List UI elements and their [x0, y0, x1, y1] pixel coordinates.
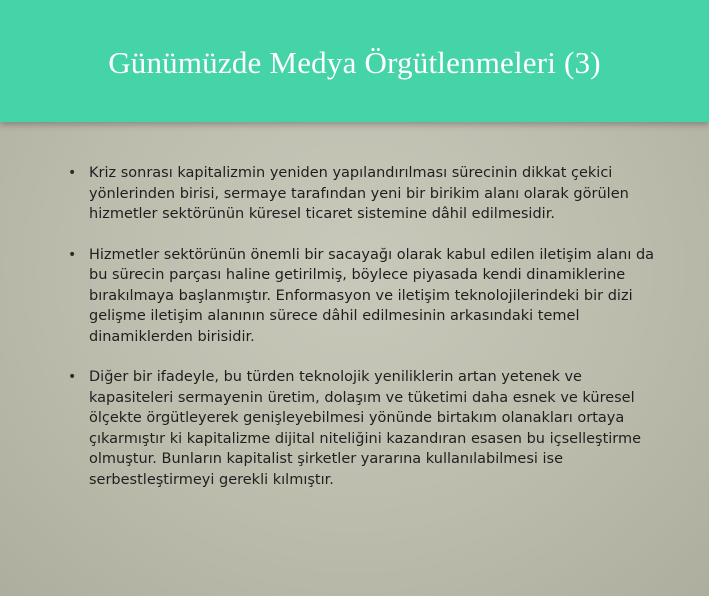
bullet-icon: •	[68, 165, 77, 181]
slide-title: Günümüzde Medya Örgütlenmeleri (3)	[108, 45, 601, 80]
bullet-icon: •	[68, 369, 77, 385]
bullet-text: Diğer bir ifadeyle, bu türden teknolojik yeniliklerin artan yetenek ve kapasiteleri sermayenin üretim, dolaşım ve tüketimi daha esnek ve küresel ölçekte örgütleyerek genişleyebilmesi yönünde birtakım olanakları ortaya çıkarmıştır ki kapitalizme dijital niteliğini kazandıran esasen bu içselleştirme olmuştur. Bunların kapitalist şirketler yararına kullanılabilmesi ise serbestleştirmeyi gerekli kılmıştır.	[89, 369, 642, 488]
title-bar	[0, 0, 709, 122]
bullet-icon: •	[68, 246, 77, 263]
bullet-item	[66, 245, 656, 348]
bullet-item	[66, 163, 656, 225]
bullet-text: Kriz sonrası kapitalizmin yeniden yapılandırılması sürecinin dikkat çekici yönlerinden birisi, sermaye tarafından yeni bir birikim alanı olarak görülen hizmetler sektörünün küresel ticaret sistemine dâhil edilmesidir.	[89, 165, 629, 222]
bullet-text: Hizmetler sektörünün önemli bir sacayağı olarak kabul edilen iletişim alanı da bu sürecin parçası haline getirilmiş, böylece piyasada kendi dinamiklerine bırakılmaya başlanmıştır. Enformasyon ve iletişim teknolojilerindeki bir dizi gelişme iletişim alanının sürece dâhil edilmesinin arkasındaki temel dinamiklerden birisidir.	[89, 246, 655, 345]
bullet-item	[66, 367, 656, 490]
slide-content	[66, 163, 656, 510]
